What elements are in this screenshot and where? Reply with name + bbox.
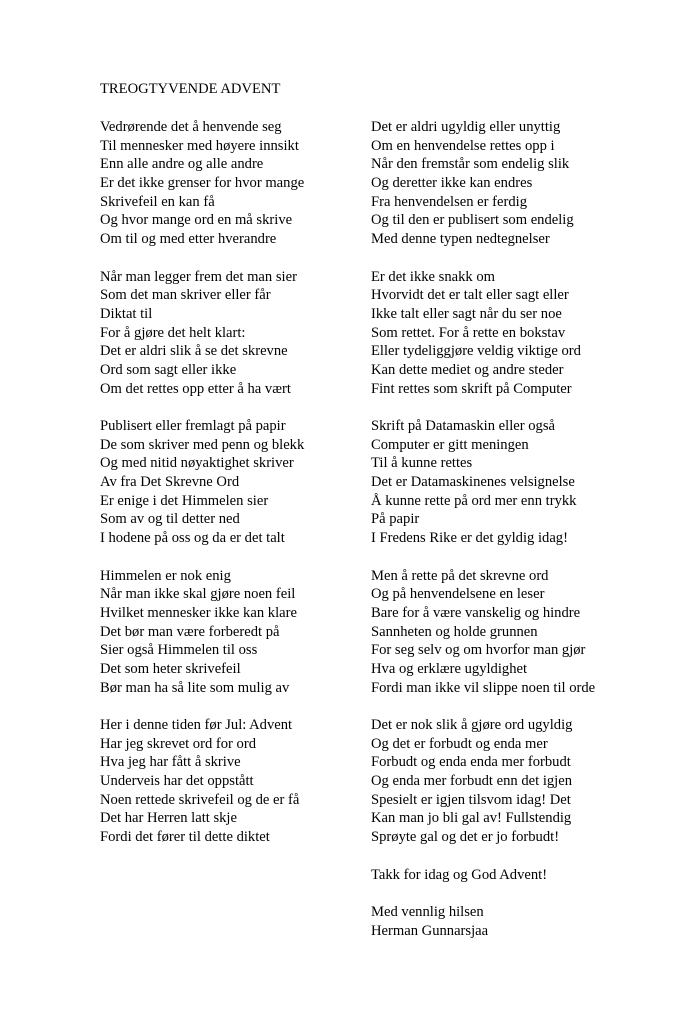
stanza [371,866,595,885]
poem-line: Computer er gitt meningen [371,436,529,453]
poem-line: Det har Herren latt skje [100,810,237,827]
poem-line: Om en henvendelse rettes opp i [371,137,555,154]
poem-title: TREOGTYVENDE ADVENT [100,81,281,97]
poem-line: Det er aldri slik å se det skrevne [100,343,288,360]
poem-line: Fra henvendelsen er ferdig [371,193,528,210]
poem-line: Med denne typen nedtegnelser [371,231,550,248]
poem-line: Kan man jo bli gal av! Fullstendig [371,810,572,827]
poem-line: Hva og erklære ugyldighet [371,660,528,677]
poem-line: Himmelen er nok enig [100,567,231,584]
poem-line: Det er aldri ugyldig eller unyttig [371,119,561,135]
poem-line: Å kunne rette på ord mer enn trykk [371,492,577,509]
poem-line: Hvorvidt det er talt eller sagt eller [371,287,569,304]
poem-line: Hva jeg har fått å skrive [100,754,241,771]
poem-line: Fordi man ikke vil slippe noen til orde [371,679,596,696]
poem-line: I Fredens Rike er det gyldig idag! [371,530,568,547]
poem-line: Noen rettede skrivefeil og de er få [100,791,300,808]
poem-line: Ikke talt eller sagt når du ser noe [371,305,562,322]
poem-line: Og med nitid nøyaktighet skriver [100,455,294,472]
stanza [371,567,595,698]
poem-line: Hvilket mennesker ikke kan klare [100,604,297,621]
poem-line: Bør man ha så lite som mulig av [100,679,290,696]
poem-line: Når den fremstår som endelig slik [371,156,570,173]
stanza [371,903,595,940]
poem-line: Og deretter ikke kan endres [371,175,533,192]
poem-line: Har jeg skrevet ord for ord [100,735,257,752]
poem-line: Når man legger frem det man sier [100,268,297,285]
poem-line: Det er Datamaskinenes velsignelse [371,474,575,491]
poem-line: Spesielt er igjen tilsvom idag! Det [371,791,571,808]
poem-line: Om til og med etter hverandre [100,231,277,248]
stanza [100,567,304,698]
poem-line: Sannheten og holde grunnen [371,623,538,640]
right-column [371,118,595,959]
poem-line: Til mennesker med høyere innsikt [100,137,299,154]
poem-line: Er enige i det Himmelen sier [100,492,269,509]
poem-line: Om det rettes opp etter å ha vært [100,380,291,397]
poem-line: Av fra Det Skrevne Ord [100,474,240,491]
poem-line: Til å kunne rettes [371,455,473,472]
stanza [371,268,595,399]
poem-line: Underveis har det oppstått [100,773,254,790]
poem-line: Og på henvendelsene en leser [371,586,545,603]
stanza [100,417,304,548]
stanza [371,118,595,249]
stanza [100,716,304,847]
poem-line: Eller tydeliggjøre veldig viktige ord [371,343,581,360]
poem-line: Diktat til [100,305,153,322]
poem-line: Enn alle andre og alle andre [100,156,264,173]
poem-line: For å gjøre det helt klart: [100,324,246,341]
poem-line: Her i denne tiden før Jul: Advent [100,717,293,733]
poem-line: Som av og til detter ned [100,511,240,528]
poem-line: De som skriver med penn og blekk [100,436,305,453]
poem-line: Er det ikke grenser for hvor mange [100,175,305,192]
poem-line: Og enda mer forbudt enn det igjen [371,773,573,790]
poem-line: Det som heter skrivefeil [100,660,241,677]
stanza [100,118,304,249]
poem-line: Publisert eller fremlagt på papir [100,418,286,434]
left-column [100,118,304,866]
poem-line: Det bør man være forberedt på [100,623,280,640]
poem-line: Som det man skriver eller får [100,287,271,304]
poem-line: I hodene på oss og da er det talt [100,530,285,547]
poem-line: Og til den er publisert som endelig [371,212,574,229]
poem-line: På papir [371,511,420,528]
poem-line: Forbudt og enda enda mer forbudt [371,754,571,771]
poem-line: Som rettet. For å rette en bokstav [371,324,566,341]
stanza [371,716,595,847]
poem-line: Vedrørende det å henvende seg [100,119,282,135]
poem-line: Sier også Himmelen til oss [100,642,258,659]
poem-line: Herman Gunnarsjaa [371,922,489,939]
poem-line: Og hvor mange ord en må skrive [100,212,293,229]
poem-line: Med vennlig hilsen [371,903,484,920]
poem-line: Er det ikke snakk om [371,268,496,285]
poem-line: Sprøyte gal og det er jo forbudt! [371,829,560,846]
poem-line: Takk for idag og God Advent! [371,866,548,883]
poem-line: Når man ikke skal gjøre noen feil [100,586,296,603]
poem-line: Fordi det fører til dette diktet [100,829,270,846]
poem-line: For seg selv og om hvorfor man gjør [371,642,586,659]
poem-line: Skrivefeil en kan få [100,193,215,210]
poem-line: Ord som sagt eller ikke [100,361,237,378]
poem-line: Fint rettes som skrift på Computer [371,380,572,397]
poem-line: Og det er forbudt og enda mer [371,735,548,752]
poem-line: Det er nok slik å gjøre ord ugyldig [371,717,573,733]
poem-line: Men å rette på det skrevne ord [371,567,549,584]
poem-line: Skrift på Datamaskin eller også [371,418,555,434]
poem-line: Kan dette mediet og andre steder [371,361,564,378]
poem-line: Bare for å være vanskelig og hindre [371,604,581,621]
stanza [100,268,304,399]
stanza [371,417,595,548]
